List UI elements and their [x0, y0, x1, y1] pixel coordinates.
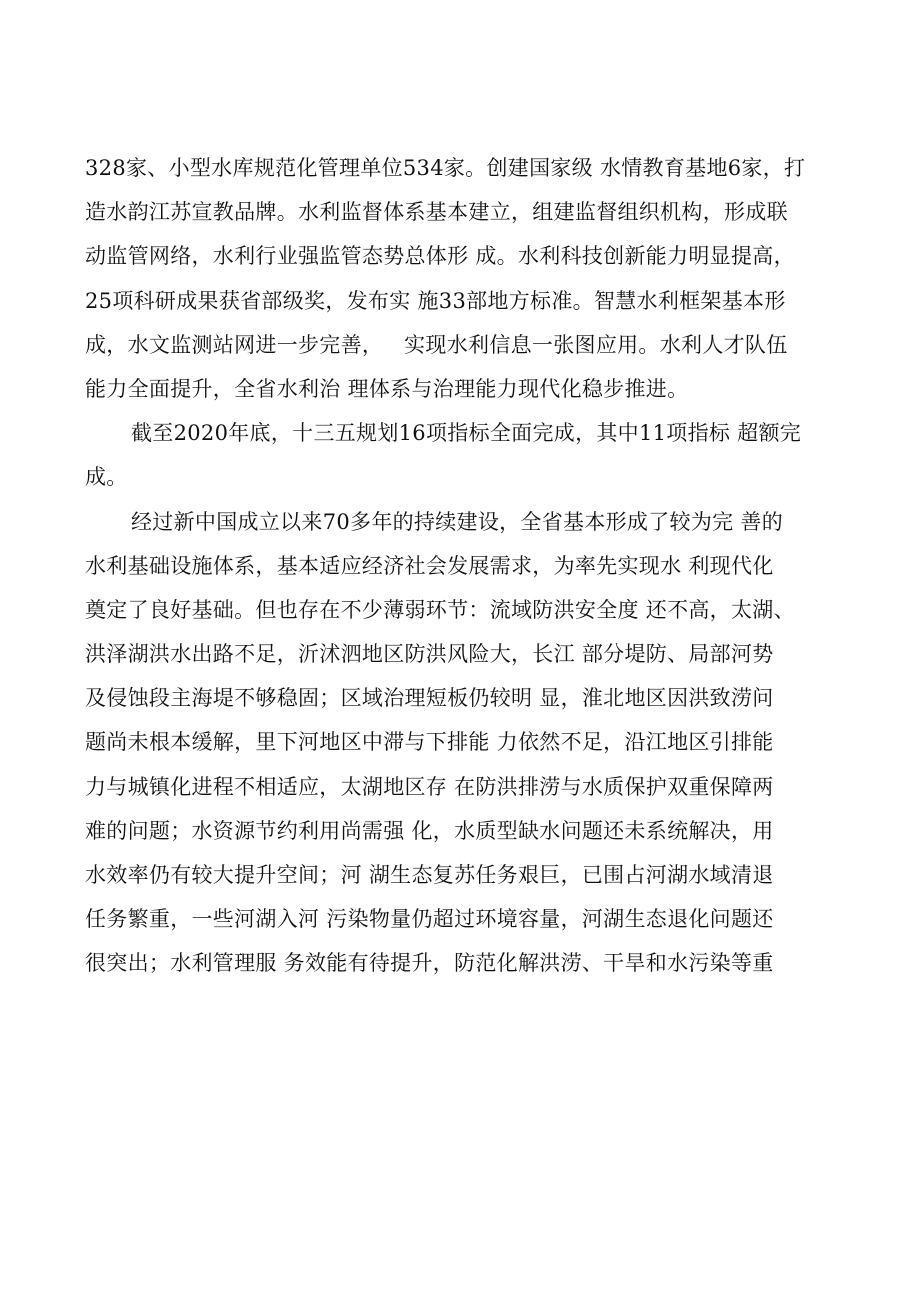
text-line: 难的问题；水资源节约利用尚需强 化，水质型缺水问题还未系统解决，用 — [85, 818, 774, 843]
text-line: 能力全面提升，全省水利治 理体系与治理能力现代化稳步推进。 — [85, 376, 689, 401]
text-line: 328家、小型水库规范化管理单位534家。创建国家级 水情教育基地6家，打 — [85, 156, 806, 180]
text-line: 题尚未根本缓解，里下河地区中滞与下排能 力依然不足，沿江地区引排能 — [85, 730, 774, 755]
text-line: 很突出；水利管理服 务效能有待提升，防范化解洪涝、干旱和水污染等重 — [85, 951, 774, 976]
text-line: 成，水文监测站网进一步完善， 实现水利信息一张图应用。水利人才队伍 — [85, 332, 788, 357]
text-line: 洪泽湖洪水出路不足，沂沭泗地区防洪风险大，长江 部分堤防、局部河势 — [85, 642, 774, 667]
text-line: 成。 — [85, 465, 128, 490]
body-text — [85, 146, 845, 986]
paragraph-achievements — [85, 146, 845, 411]
text-line: 水利基础设施体系，基本适应经济社会发展需求，为率先实现水 利现代化 — [85, 553, 774, 578]
paragraph-weaknesses — [85, 500, 845, 986]
text-line: 动监管网络，水利行业强监管态势总体形 成。水利科技创新能力明显提高， — [85, 244, 795, 269]
text-line: 25项科研成果获省部级奖，发布实 施33部地方标准。智慧水利框架基本形 — [85, 288, 786, 313]
text-line: 任务繁重，一些河湖入河 污染物量仍超过环境容量，河湖生态退化问题还 — [85, 907, 774, 932]
text-line: 力与城镇化进程不相适应，太湖地区存 在防洪排涝与水质保护双重保障两 — [85, 774, 774, 799]
text-line: 截至2020年底，十三五规划16项指标全面完成，其中11项指标 超额完 — [131, 421, 802, 446]
text-line: 及侵蚀段主海堤不够稳固；区域治理短板仍较明 显，淮北地区因洪致涝问 — [85, 686, 774, 711]
text-line: 奠定了良好基础。但也存在不少薄弱环节：流域防洪安全度 还不高，太湖、 — [85, 597, 795, 622]
paragraph-indicators — [85, 411, 845, 499]
text-line: 经过新中国成立以来70多年的持续建设，全省基本形成了较为完 善的 — [131, 509, 783, 534]
text-line: 水效率仍有较大提升空间；河 湖生态复苏任务艰巨，已围占河湖水域清退 — [85, 863, 774, 887]
text-line: 造水韵江苏宣教品牌。水利监督体系基本建立，组建监督组织机构，形成联 — [85, 200, 788, 225]
